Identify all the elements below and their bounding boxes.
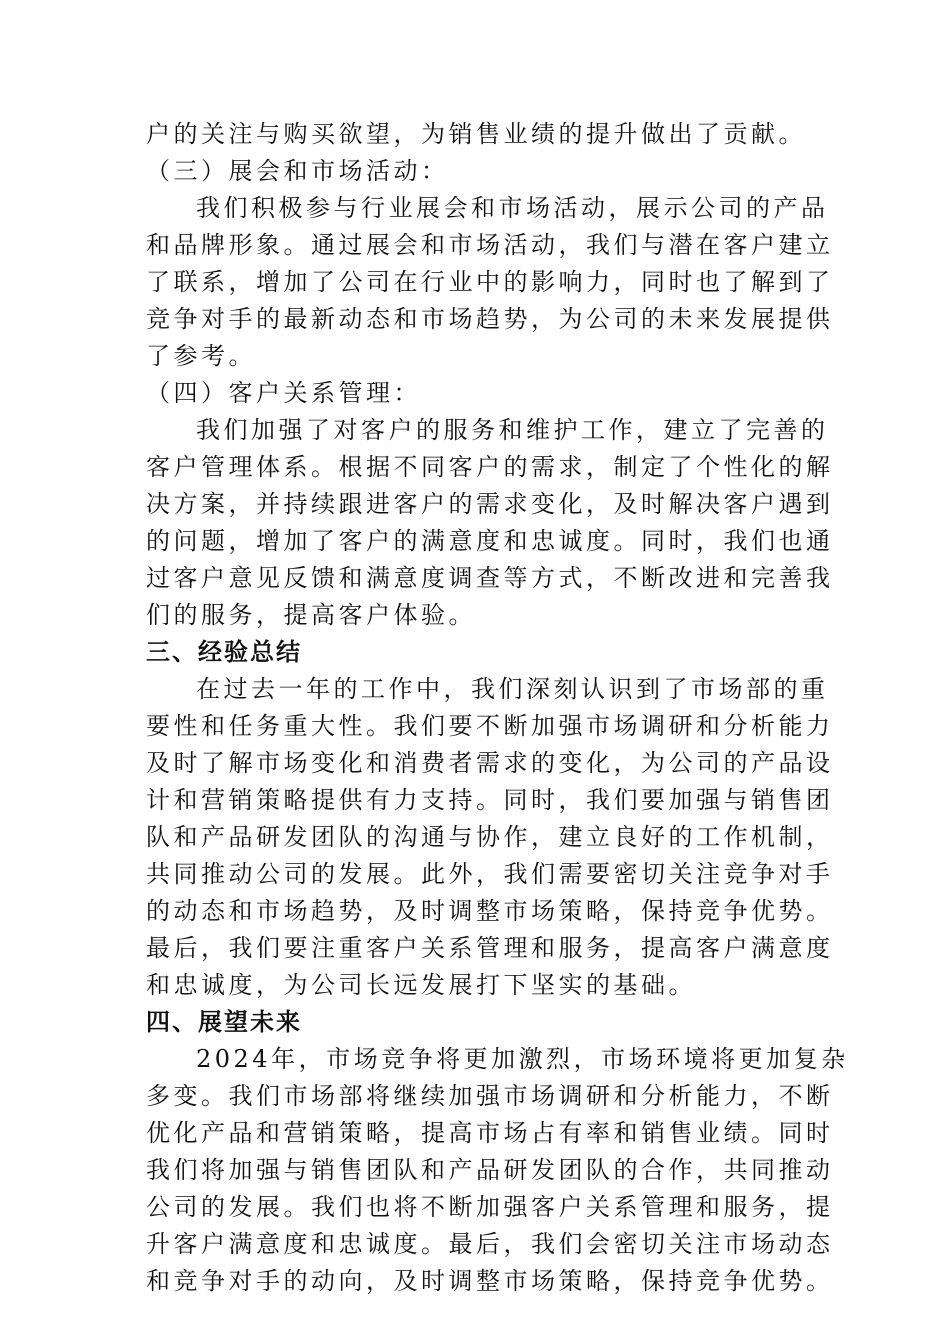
text-line: 共同推动公司的发展。此外，我们需要密切关注竞争对手: [146, 860, 834, 888]
section-heading-outlook: 四、展望未来: [146, 1008, 302, 1036]
paragraph-outlook: [146, 1041, 849, 1300]
section-heading-summary: 三、经验总结: [146, 638, 302, 666]
text-line: 了参考。: [146, 342, 256, 370]
text-line: 优化产品和营销策略，提高市场占有率和销售业绩。同时: [146, 1119, 834, 1147]
continuation-paragraph: [146, 116, 806, 153]
paragraph-exhibitions: [146, 190, 834, 375]
text-line: 和竞争对手的动向，及时调整市场策略，保持竞争优势。: [146, 1267, 834, 1295]
text-line: 过客户意见反馈和满意度调查等方式，不断改进和完善我: [146, 564, 834, 592]
paragraph-customer-relations: [146, 412, 834, 634]
text-line: 我们加强了对客户的服务和维护工作，建立了完善的: [196, 416, 829, 444]
text-line: 们的服务，提高客户体验。: [146, 601, 476, 629]
text-line: 我们将加强与销售团队和产品研发团队的合作，共同推动: [146, 1156, 834, 1184]
paragraph-summary: [146, 671, 834, 1004]
text-line: 我们积极参与行业展会和市场活动，展示公司的产品: [196, 194, 829, 222]
text-line: 最后，我们要注重客户关系管理和服务，提高客户满意度: [146, 934, 834, 962]
text-line: 户的关注与购买欲望，为销售业绩的提升做出了贡献。: [146, 120, 806, 148]
subheading-exhibitions: （三）展会和市场活动：: [146, 157, 449, 185]
text-line: 竞争对手的最新动态和市场趋势，为公司的未来发展提供: [146, 305, 834, 333]
text-line: 客户管理体系。根据不同客户的需求，制定了个性化的解: [146, 453, 834, 481]
text-line: 多变。我们市场部将继续加强市场调研和分析能力，不断: [146, 1082, 834, 1110]
text-line: 的问题，增加了客户的满意度和忠诚度。同时，我们也通: [146, 527, 834, 555]
text-line: 要性和任务重大性。我们要不断加强市场调研和分析能力: [146, 712, 834, 740]
document-page: [146, 116, 849, 1300]
text-line: 和忠诚度，为公司长远发展打下坚实的基础。: [146, 971, 696, 999]
text-line: 计和营销策略提供有力支持。同时，我们要加强与销售团: [146, 786, 834, 814]
text-line: 了联系，增加了公司在行业中的影响力，同时也了解到了: [146, 268, 834, 296]
text-line: 公司的发展。我们也将不断加强客户关系管理和服务，提: [146, 1193, 834, 1221]
subheading-customer-relations: （四）客户关系管理：: [146, 379, 421, 407]
text-line: 及时了解市场变化和消费者需求的变化，为公司的产品设: [146, 749, 834, 777]
text-line: 队和产品研发团队的沟通与协作，建立良好的工作机制，: [146, 823, 834, 851]
text-line: 2024年，市场竞争将更加激烈，市场环境将更加复杂: [196, 1045, 849, 1073]
text-line: 决方案，并持续跟进客户的需求变化，及时解决客户遇到: [146, 490, 834, 518]
text-line: 升客户满意度和忠诚度。最后，我们会密切关注市场动态: [146, 1230, 834, 1258]
text-line: 在过去一年的工作中，我们深刻认识到了市场部的重: [196, 675, 829, 703]
text-line: 和品牌形象。通过展会和市场活动，我们与潜在客户建立: [146, 231, 834, 259]
text-line: 的动态和市场趋势，及时调整市场策略，保持竞争优势。: [146, 897, 834, 925]
